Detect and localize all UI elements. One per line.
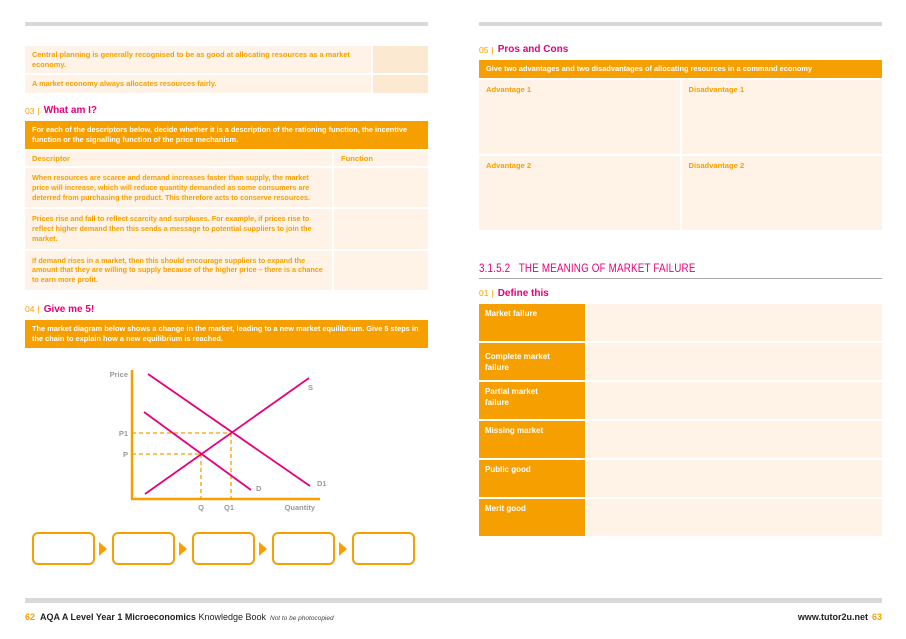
d1-label: D1	[317, 479, 327, 488]
definition-answer-cell[interactable]	[587, 421, 882, 458]
statement-row	[25, 75, 428, 93]
table-row	[25, 209, 428, 248]
function-column-header: Function	[332, 151, 428, 166]
function-answer-cell[interactable]	[332, 209, 428, 248]
definition-answer-cell[interactable]	[587, 382, 882, 419]
section-04-heading	[25, 304, 428, 315]
s-label: S	[308, 383, 314, 392]
chain-step-box[interactable]	[112, 532, 175, 565]
term-label: Public good	[479, 460, 585, 497]
footer-right	[798, 612, 882, 622]
statement-text: A market economy always allocates resources fairly.	[32, 79, 217, 89]
definition-row	[479, 304, 882, 341]
footer-left	[25, 612, 334, 622]
arrow-right-icon	[179, 542, 187, 556]
x-axis-label: Quantity	[284, 503, 315, 512]
book-subtitle: Knowledge Book	[198, 612, 266, 622]
p-label: P	[122, 450, 128, 459]
term-label: Complete market failure	[479, 343, 585, 380]
demand-curve	[144, 412, 251, 490]
section-01-heading	[479, 288, 882, 299]
advantage-1-cell[interactable]: Advantage 1	[479, 80, 680, 154]
section-number: 05	[479, 44, 489, 55]
descriptor-text: When resources are scarce and demand increases faster than supply, the market price will increase, which will reduce quantity demanded as some consumers are deterred from purchasing the product. This therefore acts to conserve resources.	[32, 173, 310, 202]
d-label: D	[256, 484, 262, 493]
function-answer-cell[interactable]	[332, 168, 428, 207]
q-label: Q	[198, 503, 204, 512]
table-row	[25, 168, 428, 207]
q1-label: Q1	[223, 503, 235, 512]
disadvantage-1-cell[interactable]: Disadvantage 1	[682, 80, 883, 154]
chain-step-box[interactable]	[352, 532, 415, 565]
answer-cell[interactable]	[371, 75, 428, 93]
chapter-heading-wrap	[479, 261, 882, 279]
definition-row	[479, 499, 882, 536]
copyright-note: Not to be photocopied	[270, 615, 334, 622]
definition-row	[479, 343, 882, 380]
definition-row	[479, 421, 882, 458]
supply-curve	[145, 378, 309, 494]
section-03-instruction: For each of the descriptors below, decide whether it is a description of the rationing function, the incentive function or the signalling function of the price mechanism.	[25, 121, 428, 149]
definition-answer-cell[interactable]	[587, 499, 882, 536]
chain-step-box[interactable]	[192, 532, 255, 565]
statement-text: Central planning is generally recognised to be as good at allocating resources as a market economy.	[32, 50, 350, 69]
arrow-right-icon	[99, 542, 107, 556]
chain-step-box[interactable]	[32, 532, 95, 565]
market-diagram	[100, 364, 340, 514]
section-divider: |	[491, 44, 494, 55]
pros-cons-grid	[479, 80, 882, 230]
left-page	[25, 46, 428, 348]
term-label: Partial market failure	[479, 382, 585, 419]
section-title: Give me 5!	[43, 303, 95, 315]
section-number: 03	[25, 105, 35, 116]
top-rule-right	[479, 22, 882, 26]
section-03-heading	[25, 105, 428, 116]
section-05-instruction: Give two advantages and two disadvantages of allocating resources in a command economy	[479, 60, 882, 78]
book-title: AQA A Level Year 1 Microeconomics	[40, 612, 196, 622]
section-title: Define this	[497, 287, 549, 299]
definition-row	[479, 382, 882, 419]
chapter-heading: 3.1.5.2 THE MEANING OF MARKET FAILURE	[479, 261, 882, 279]
disadvantage-2-cell[interactable]: Disadvantage 2	[682, 156, 883, 230]
function-answer-cell[interactable]	[332, 251, 428, 290]
right-page-number: 63	[871, 612, 882, 622]
descriptor-text: Prices rise and fall to reflect scarcity and surpluses. For example, if prices rise to reflect higher demand then this sends a message to potential suppliers to join the market.	[32, 214, 312, 243]
statement-row	[25, 46, 428, 73]
descriptor-text: If demand rises in a market, then this should encourage suppliers to expand the amount that they are willing to supply because of the higher price – there is a chance to earn more profit.	[32, 255, 323, 284]
section-divider: |	[37, 304, 40, 315]
left-page-number: 62	[25, 612, 36, 622]
definition-answer-cell[interactable]	[587, 460, 882, 497]
p1-label: P1	[118, 429, 128, 438]
table-row	[25, 251, 428, 290]
section-04-instruction: The market diagram below shows a change in the market, leading to a new market equilibrium. Give 5 steps in the chain to explain how a new equilibrium is reached.	[25, 320, 428, 348]
demand-curve-d1	[148, 374, 310, 486]
y-axis-label: Price	[109, 370, 128, 379]
website-link[interactable]: www.tutor2u.net	[797, 612, 868, 622]
section-number: 04	[25, 304, 35, 315]
answer-cell[interactable]	[371, 46, 428, 73]
section-divider: |	[491, 288, 494, 299]
section-05-heading	[479, 44, 882, 55]
arrow-right-icon	[339, 542, 347, 556]
definition-answer-cell[interactable]	[587, 343, 882, 380]
top-rule-left	[25, 22, 428, 26]
definition-answer-cell[interactable]	[587, 304, 882, 341]
advantage-2-cell[interactable]: Advantage 2	[479, 156, 680, 230]
chain-step-box[interactable]	[272, 532, 335, 565]
descriptor-column-header: Descriptor	[32, 154, 70, 164]
section-divider: |	[37, 105, 40, 116]
section-number: 01	[479, 288, 489, 299]
five-step-chain	[32, 532, 415, 565]
section-title: What am I?	[43, 105, 98, 117]
footer-rule	[25, 598, 882, 603]
term-label: Merit good	[479, 499, 585, 536]
descriptor-table-header	[25, 151, 428, 166]
right-page	[479, 40, 882, 538]
definition-row	[479, 460, 882, 497]
arrow-right-icon	[259, 542, 267, 556]
term-label: Market failure	[479, 304, 585, 341]
section-title: Pros and Cons	[497, 44, 569, 55]
term-label: Missing market	[479, 421, 585, 458]
